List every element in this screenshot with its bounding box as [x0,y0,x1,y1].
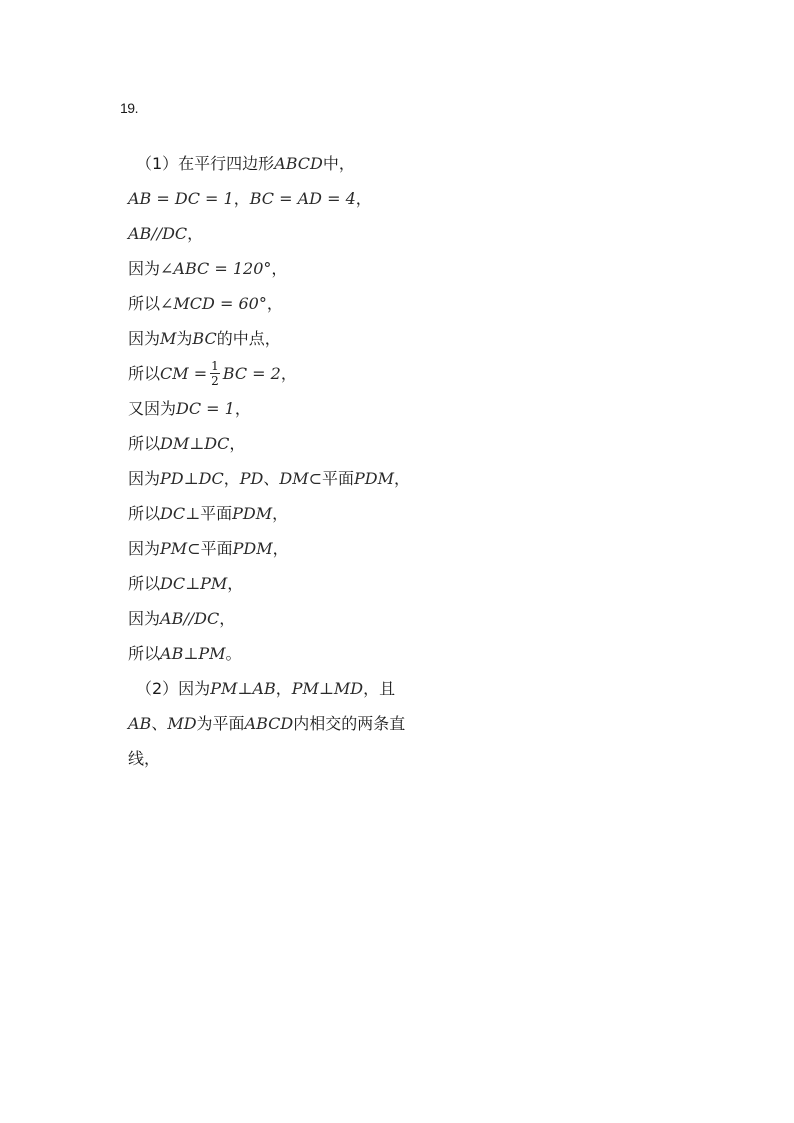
text-run: 所以 [128,503,161,523]
text-run: 平面 [321,468,354,488]
solution-line [128,496,488,531]
math-expression: DM⊂ [279,468,322,488]
text-run: 平面 [200,503,233,523]
text-run: ， [280,363,297,383]
solution-line [128,216,488,251]
text-run: ， [272,503,289,523]
text-run: 所以 [128,363,161,383]
math-expression: PDM [232,503,273,523]
solution-line [128,391,488,426]
math-expression: BC = AD = 4 [249,188,356,208]
math-expression: CM = [160,363,208,383]
math-expression: AB⊥PM [160,643,226,663]
fraction [210,360,220,387]
text-run: 内相交的两条直 [293,713,406,733]
solution-line [128,601,488,636]
text-run: ， [266,293,283,313]
solution-line [128,566,488,601]
text-run: 因为 [128,608,161,628]
text-run: ， [187,223,204,243]
text-run: 因为 [128,258,161,278]
fraction-numerator: 1 [211,359,219,373]
text-run: 所以 [128,293,161,313]
text-run: 所以 [128,573,161,593]
question-number: 19. [120,100,138,116]
text-run: 、 [263,468,280,488]
text-run: 中， [322,153,355,173]
text-run: 所以 [128,643,161,663]
math-expression: BC [192,328,217,348]
solution-line [128,741,488,776]
text-run: ， [275,678,292,698]
math-expression: PDM [232,538,273,558]
math-expression: PM⊂ [160,538,201,558]
text-run: 线， [128,748,161,768]
text-run: ， [272,538,289,558]
solution-line [136,146,488,181]
text-run: 。 [225,643,242,663]
math-expression: PDM [354,468,394,488]
solution-line [128,706,488,741]
fraction-denominator: 2 [211,374,219,388]
math-expression: M [160,328,177,348]
text-run: 平面 [200,538,233,558]
text-run: 又因为 [128,398,177,418]
math-expression: AB = DC = 1 [128,188,234,208]
math-expression: PD [239,468,264,488]
math-expression: ∠ABC = 120° [160,258,272,278]
math-expression: DM⊥DC [160,433,230,453]
solution-line [128,636,488,671]
solution-line [128,356,488,391]
math-expression: ABCD [244,713,294,733]
text-run: 、 [151,713,168,733]
text-run: ，且 [363,678,396,698]
text-run: ， [223,468,240,488]
text-run: （1）在平行四边形 [136,153,275,173]
text-run: 为平面 [196,713,245,733]
math-expression: MD [167,713,197,733]
math-expression: PD⊥DC [160,468,224,488]
text-run: 的中点， [216,328,281,348]
solution-line [128,251,488,286]
text-run: （2）因为 [136,678,211,698]
text-run: ， [234,398,251,418]
solution-line [128,321,488,356]
math-expression: ABCD [274,153,323,173]
solution-line [136,671,488,706]
text-run: ， [219,608,236,628]
text-run: ， [227,573,244,593]
math-expression: BC = 2 [222,363,281,383]
math-expression: PM⊥AB [210,678,276,698]
solution-body [128,146,488,776]
text-run: 因为 [128,538,161,558]
text-run: ， [355,188,372,208]
solution-line [128,181,488,216]
math-expression: DC = 1 [176,398,235,418]
text-run: 因为 [128,468,161,488]
solution-line [128,531,488,566]
math-expression: ∠MCD = 60° [160,293,267,313]
text-run: 因为 [128,328,161,348]
text-run: ， [393,468,410,488]
math-expression: PM⊥MD [291,678,364,698]
solution-line [128,461,488,496]
text-run: ， [233,188,250,208]
text-run: ， [229,433,246,453]
math-expression: DC⊥PM [160,573,228,593]
solution-line [128,286,488,321]
text-run: 为 [176,328,193,348]
text-run: 所以 [128,433,161,453]
math-expression: AB//DC [128,223,188,243]
math-expression: DC⊥ [160,503,201,523]
text-run: ， [271,258,288,278]
math-expression: AB//DC [160,608,220,628]
solution-line [128,426,488,461]
math-expression: AB [128,713,152,733]
